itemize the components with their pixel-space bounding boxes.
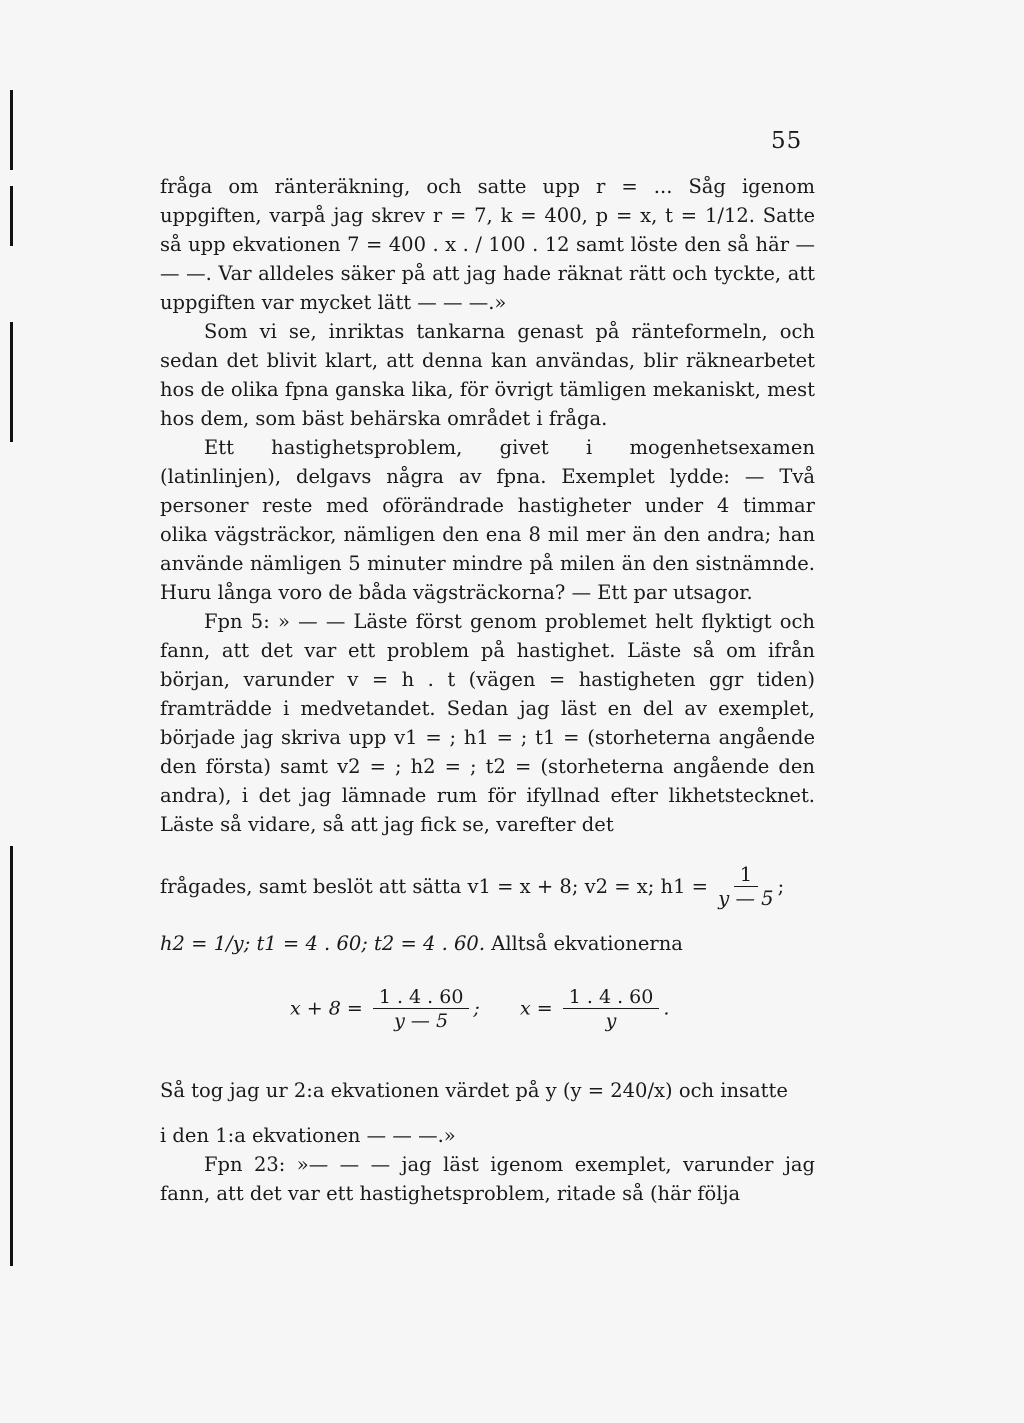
closing-text bbox=[160, 1076, 815, 1208]
formula-line-2 bbox=[160, 932, 815, 955]
fraction-numerator: 1 . 4 . 60 bbox=[373, 986, 470, 1009]
equation-2: x = $\frac{1 . 4 . 60}{y}$ . bbox=[520, 986, 670, 1032]
equation-left: x = bbox=[520, 997, 553, 1020]
formula-line-1: frågades, samt beslöt att sätta v1 = x + 8; v2 = x; h1 = $\frac{1}{y — 5}$ ; bbox=[160, 863, 785, 910]
scan-edge-mark bbox=[10, 186, 13, 246]
paragraph: Ett hastighetsproblem, givet i mogenhetsexamen (latinlinjen), delgavs några av fpna. Exemplet lydde: — Två personer reste med oförändrade hastigheter under 4 timmar olika vägsträckor, nämligen den ena 8 mil mer än den andra; han använde nämligen 5 minuter mindre på milen än den sistnämnde. Huru långa voro de båda vägsträckorna? — Ett par utsagor. bbox=[160, 436, 815, 604]
fraction-denominator: y bbox=[605, 1010, 617, 1032]
fraction bbox=[373, 986, 470, 1033]
paragraph: Fpn 23: »— — — jag läst igenom exemplet, varunder jag fann, att det var ett hastighetsproblem, ritade så (här följa bbox=[160, 1153, 815, 1205]
fraction-numerator: 1 bbox=[734, 864, 758, 887]
scan-edge-mark bbox=[10, 322, 13, 442]
paragraph: Som vi se, inriktas tankarna genast på ränteformeln, och sedan det blivit klart, att denna kan användas, blir räknearbetet hos de olika fpna ganska lika, för övrigt tämligen mekaniskt, mest hos dem, som bäst behärska området i fråga. bbox=[160, 320, 815, 430]
scan-edge-mark bbox=[10, 846, 13, 1266]
paragraph: Så tog jag ur 2:a ekvationen värdet på y (y = 240/x) och insatte bbox=[160, 1079, 788, 1102]
paragraph: Fpn 5: » — — Läste först genom problemet helt flyktigt och fann, att det var ett problem på hastighet. Läste så om ifrån början, varunder v = h . t (vägen = hastigheten ggr tiden) framträdde i medvetandet. Sedan jag läst en del av exemplet, började jag skriva upp v1 = ; h1 = ; t1 = (storheterna angående den första) samt v2 = ; h2 = ; t2 = (storheterna angående den andra), i det jag lämnade rum för ifyllnad efter likhetstecknet. Läste så vidare, så att jag fick se, varefter det bbox=[160, 610, 815, 836]
page-number: 55 bbox=[771, 128, 803, 154]
equation-left: x + 8 = bbox=[290, 997, 363, 1020]
scan-edge-mark bbox=[10, 90, 13, 170]
fraction bbox=[563, 986, 660, 1033]
fraction-denominator: y — 5 bbox=[394, 1010, 449, 1032]
formula-text-tail: Alltså ekvationerna bbox=[491, 932, 683, 955]
fraction-denominator: y — 5 bbox=[718, 887, 774, 910]
body-text bbox=[160, 172, 815, 839]
paragraph: i den 1:a ekvationen — — —.» bbox=[160, 1124, 456, 1147]
equation-1: x + 8 = $\frac{1 . 4 . 60}{y — 5}$ ; bbox=[290, 986, 480, 1032]
fraction bbox=[718, 864, 773, 911]
paragraph: fråga om ränteräkning, och satte upp r = ... Såg igenom uppgiften, varpå jag skrev r = 7, k = 400, p = x, t = 1/12. Satte så upp ekvationen 7 = 400 . x . / 100 . 12 samt löste den så här — — —. Var alldeles säker på att jag hade räknat rätt och tyckte, att uppgiften var mycket lätt — — —.» bbox=[160, 175, 815, 314]
fraction-numerator: 1 . 4 . 60 bbox=[563, 986, 660, 1009]
formula-text: h2 = 1/y; t1 = 4 . 60; t2 = 4 . 60. bbox=[160, 932, 486, 955]
formula-text: frågades, samt beslöt att sätta v1 = x + 8; v2 = x; h1 = bbox=[160, 875, 709, 898]
